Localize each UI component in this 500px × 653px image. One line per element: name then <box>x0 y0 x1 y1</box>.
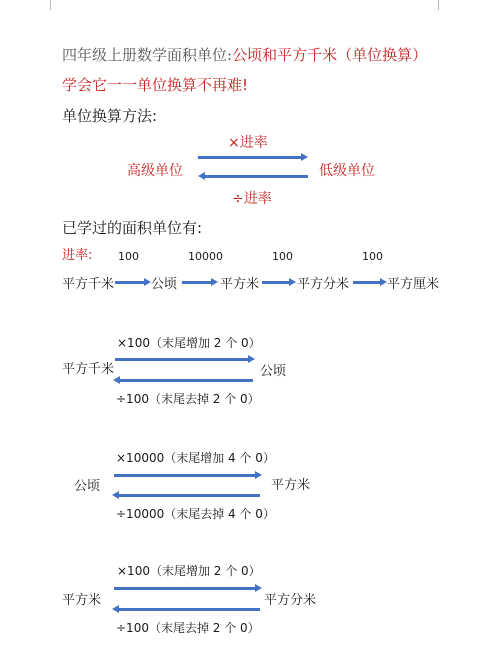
conversion-divide-note: ÷100（末尾去掉 2 个 0） <box>116 392 260 406</box>
corner-mark-top-left <box>40 0 51 10</box>
conversion-right-unit: 平方米 <box>271 478 311 493</box>
rate-value: 100 <box>362 250 383 263</box>
unit-label: 平方米 <box>220 277 260 292</box>
subtitle: 学会它一一单位换算不再难! <box>62 76 249 94</box>
conversion-divide-note: ÷100（末尾去掉 2 个 0） <box>116 621 260 635</box>
rate-label: 进率: <box>62 248 93 263</box>
unit-label: 平方千米 <box>62 277 115 292</box>
rate-value: 100 <box>118 250 139 263</box>
conversion-multiply-note: ×100（末尾增加 2 个 0） <box>117 336 261 350</box>
conversion-left-unit: 平方千米 <box>62 362 115 377</box>
chain-arrow <box>182 281 212 284</box>
chain-arrow <box>353 281 381 284</box>
rate-value: 10000 <box>188 250 223 263</box>
rate-value: 100 <box>272 250 293 263</box>
method-divide-label: ÷进率 <box>232 191 272 207</box>
conversion-right-unit: 公顷 <box>260 364 287 379</box>
conversion-arrow-right <box>115 358 249 361</box>
conversion-arrow-right <box>114 474 256 477</box>
method-multiply-label: ×进率 <box>228 135 268 151</box>
unit-label: 公顷 <box>151 277 178 292</box>
unit-label: 平方分米 <box>297 277 350 292</box>
conversion-arrow-left <box>119 379 253 382</box>
conversion-left-unit: 公顷 <box>74 479 101 494</box>
conversion-left-unit: 平方米 <box>62 593 102 608</box>
conversion-arrow-left <box>118 494 260 497</box>
page-title <box>62 47 427 63</box>
conversion-multiply-note: ×100（末尾增加 2 个 0） <box>117 564 261 578</box>
chain-arrow <box>115 281 145 284</box>
method-higher-unit: 高级单位 <box>127 163 183 179</box>
conversion-arrow-right <box>114 587 256 590</box>
units-section-label: 已学过的面积单位有: <box>62 219 203 237</box>
conversion-right-unit: 平方分米 <box>264 593 317 608</box>
title-grade: 四年级上册数学面积单位: <box>62 46 233 64</box>
conversion-divide-note: ÷10000（末尾去掉 4 个 0） <box>116 507 275 521</box>
title-topic: 公顷和平方千米（单位换算） <box>232 46 428 64</box>
conversion-multiply-note: ×10000（末尾增加 4 个 0） <box>116 451 275 465</box>
chain-arrow <box>262 281 290 284</box>
corner-mark-top-right <box>438 0 449 10</box>
conversion-arrow-left <box>118 608 260 611</box>
method-arrow-left <box>204 175 308 178</box>
method-label: 单位换算方法: <box>62 107 158 125</box>
method-lower-unit: 低级单位 <box>319 163 375 179</box>
unit-label: 平方厘米 <box>387 277 440 292</box>
method-arrow-right <box>198 156 302 159</box>
